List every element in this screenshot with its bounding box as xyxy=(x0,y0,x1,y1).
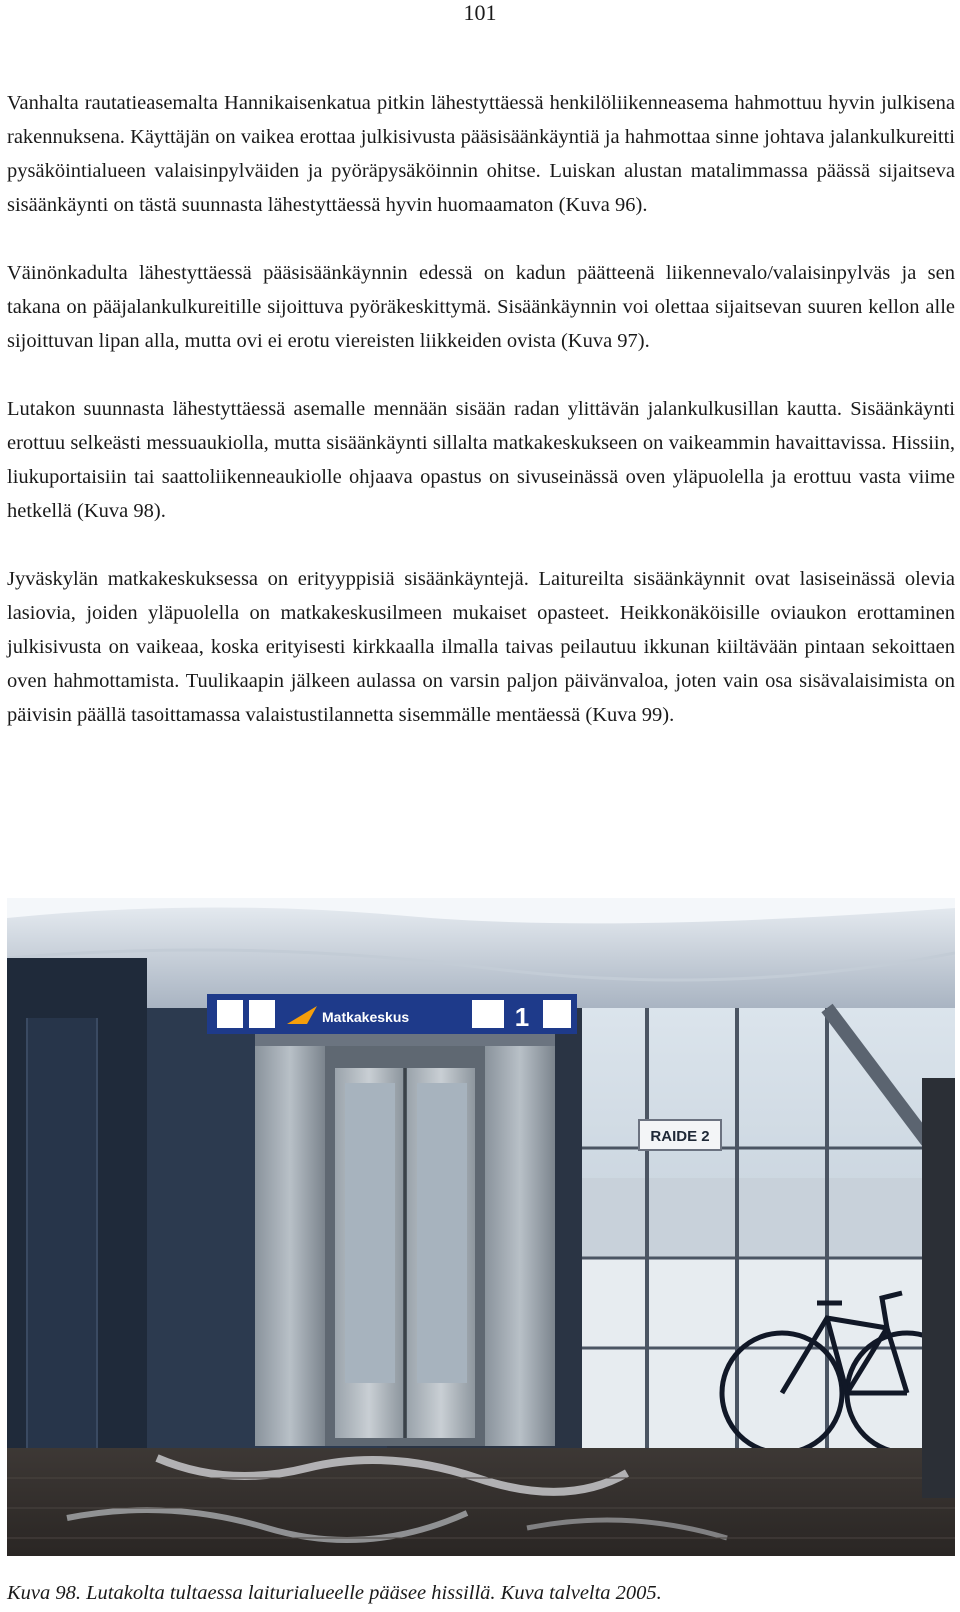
body-text xyxy=(7,86,955,766)
paragraph-3: Lutakon suunnasta lähestyttäessä asemalle mennään sisään radan ylittävän jalankulkusillan kautta. Sisäänkäynti erottuu selkeästi messuaukiolla, mutta sisäänkäynti sillalta matkakeskukseen on vaikeammin havaittavissa. Hissiin, liukuportaisiin tai saattoliikenneaukiolle ohjaava opastus on sivuseinässä oven yläpuolella ja erottuu vasta viime hetkellä (Kuva 98). xyxy=(7,398,955,522)
paragraph-2: Väinönkadulta lähestyttäessä pääsisäänkäynnin edessä on kadun päätteenä liikennevalo/valaisinpylväs ja sen takana on pääjalankulkureitille sijoittuva pyöräkeskittymä. Sisäänkäynnin voi olettaa sijaitsevan suuren kellon alle sijoittuvan lipan alla, mutta ovi ei erotu viereisten liikkeiden ovista (Kuva 97). xyxy=(7,262,955,352)
paragraph-1: Vanhalta rautatieasemalta Hannikaisenkatua pitkin lähestyttäessä henkilöliikenneasema hahmottuu hyvin julkisena rakennuksena. Käyttäjän on vaikea erottaa julkisivusta pääsisäänkäyntiä ja hahmottaa sinne johtava jalankulkureitti pysäköintialueen valaisinpylväiden ja pyöräpysäköinnin ohitse. Luiskan alustan matalimmassa päässä sijaitseva sisäänkäynti on tästä suunnasta lähestyttäessä hyvin huomaamaton (Kuva 96). xyxy=(7,92,955,216)
photo-sign-number: 1 xyxy=(514,1002,530,1032)
elevator-entrance-photo xyxy=(7,898,955,1556)
photo-sign-text: Matkakeskus xyxy=(322,1009,410,1025)
page-number: 101 xyxy=(463,0,497,25)
paragraph-4: Jyväskylän matkakeskuksessa on erityyppisiä sisäänkäyntejä. Laitureilta sisäänkäynnit ovat lasiseinässä olevia lasiovia, joiden yläpuolella on matkakeskusilmeen mukaiset opasteet. Heikkonäköisille oviaukon erottaminen julkisivusta on vaikeaa, koska erityisesti kirkkaalla ilmalla taivas peilautuu ikkunan kiiltävään pintaan sekoittaen oven hahmottamista. Tuulikaapin jälkeen aulassa on varsin paljon päivänvaloa, joten vain osa sisävalaisimista on päivisin päällä tasoittamassa valaistustilannetta sisemmälle mentäessä (Kuva 99). xyxy=(7,568,955,726)
platform-sign-text: RAIDE 2 xyxy=(650,1128,710,1145)
figure-caption: Kuva 98. Lutakolta tultaessa laiturialueelle pääsee hissillä. Kuva talvelta 2005. xyxy=(7,1582,662,1604)
